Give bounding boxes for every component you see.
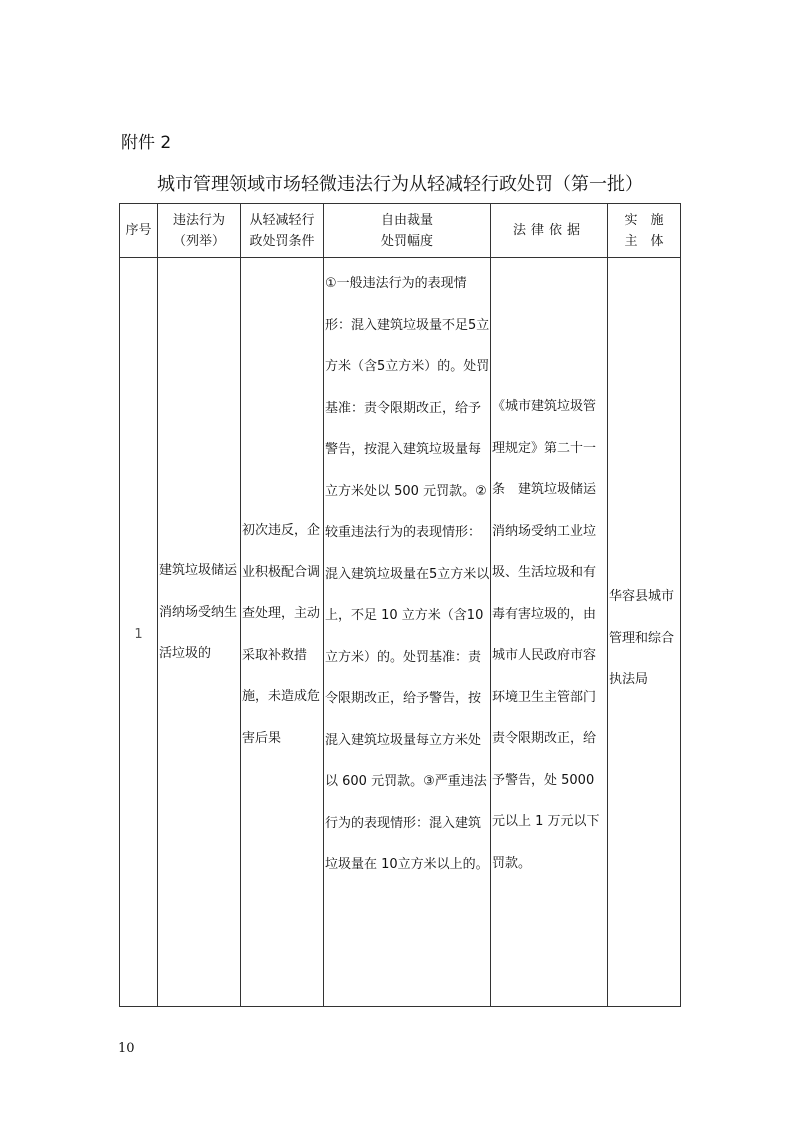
cell-discretion — [324, 258, 491, 1007]
cell-condition — [241, 258, 324, 1007]
row-entity: 华容县城市管理和综合执法局 — [609, 589, 675, 687]
header-entity-line1: 实 施 — [624, 212, 664, 228]
cell-legal-basis — [491, 258, 608, 1007]
cell-entity — [608, 258, 681, 1007]
penalty-table — [119, 203, 681, 1007]
row-discretion: ①一般违法行为的表现情形：混入建筑垃圾量不足5立方米（含5立方米）的。处罚基准：责令限期改正，给予警告，按混入建筑垃圾量每立方米处以 500 元罚款。②较重违法行为的表现情形：混入建筑垃圾量在5立方米以上，不足 10 立方米（含10立方米）的。处罚基准：责令限期改正，给予警告，按混入建筑垃圾量每立方米处以 600 元罚款。③严重违法行为的表现情形：混入建筑垃圾量在 10立方米以上的。 — [325, 276, 490, 872]
header-entity-line2: 主 体 — [624, 233, 664, 249]
attachment-label: 附件 2 — [121, 133, 172, 153]
header-entity — [608, 204, 681, 258]
header-discretion-line1: 自由裁量 — [380, 212, 433, 228]
header-violation-line1: 违法行为 — [172, 212, 225, 228]
table-header-row — [120, 204, 681, 258]
page-number: 10 — [118, 1041, 135, 1056]
row-legal-basis: 《城市建筑垃圾管理规定》第二十一条 建筑垃圾储运消纳场受纳工业垃圾、生活垃圾和有毒有害垃圾的，由城市人民政府市容环境卫生主管部门责令限期改正，给予警告，处 5000元以上 1 万元以下罚款。 — [492, 399, 600, 871]
header-discretion-line2: 处罚幅度 — [380, 233, 433, 249]
header-legal-basis: 法律依据 — [491, 204, 608, 258]
header-violation — [158, 204, 241, 258]
row-condition: 初次违反，企业积极配合调查处理，主动采取补救措施，未造成危害后果 — [242, 523, 321, 746]
document-title: 城市管理领域市场轻微违法行为从轻减轻行政处罚（第一批） — [157, 174, 643, 195]
header-condition-line1: 从轻减轻行 — [249, 212, 315, 228]
table-row — [120, 258, 681, 1007]
row-violation: 建筑垃圾储运消纳场受纳生活垃圾的 — [159, 563, 238, 661]
cell-violation — [158, 258, 241, 1007]
header-violation-line2: （列举） — [172, 233, 225, 249]
header-condition — [241, 204, 324, 258]
header-seq: 序号 — [120, 204, 158, 258]
header-discretion — [324, 204, 491, 258]
cell-seq — [120, 258, 158, 1007]
header-condition-line2: 政处罚条件 — [249, 233, 315, 249]
row-seq: 1 — [134, 627, 143, 642]
